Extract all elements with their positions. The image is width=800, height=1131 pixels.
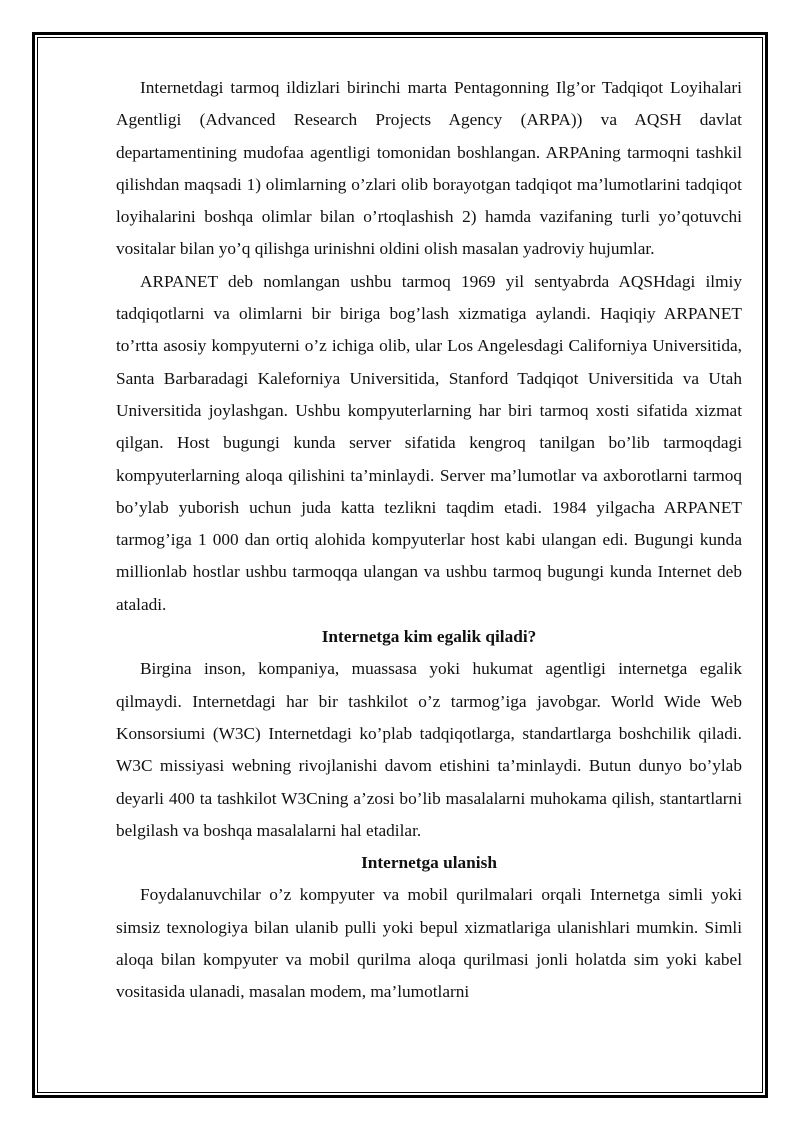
paragraph-arpanet: ARPANET deb nomlangan ushbu tarmoq 1969 yil sentyabrda AQSHdagi ilmiy tadqiqotlarni va olimlarni bir biriga bog’lash xizmatiga aylandi. Haqiqiy ARPANET to’rtta asosiy kompyuterni o’z ichiga olib, ular Los Angelesdagi Californiya Universitida, Santa Barbaradagi Kaleforniya Universitida, Stanford Tadqiqot Universitida va Utah Universitida joylashgan. Ushbu kompyuterlarning har biri tarmoq xosti sifatida xizmat qilgan. Host bugungi kunda server sifatida kengroq tanilgan bo’lib tarmoqdagi kompyuterlarning aloqa qilishini ta’minlaydi. Server ma’lumotlar va axborotlarni tarmoq bo’ylab yuborish uchun juda katta tezlikni taqdim etadi. 1984 yilgacha ARPANET tarmog’iga 1 000 dan ortiq alohida kompyuterlar host kabi ulangan edi. Bugungi kunda millionlab hostlar ushbu tarmoqqa ulangan va ushbu tarmoq bugungi kunda Internet deb ataladi. [116, 271, 742, 614]
document-body [116, 72, 742, 1009]
paragraph-arpa-origins: Internetdagi tarmoq ildizlari birinchi marta Pentagonning Ilg’or Tadqiqot Loyihalari Agentligi (Advanced Research Projects Agency (ARPA)) va AQSH davlat departamentining mudofaa agentligi tomonidan boshlangan. ARPAning tarmoqni tashkil qilishdan maqsadi 1) olimlarning o’zlari olib borayotgan tadqiqot ma’lumotlarini tadqiqot loyihalarini boshqa olimlar bilan o’rtoqlashish 2) hamda vazifaning turli yo’qotuvchi vositalar bilan yo’q qilishga urinishni oldini olish masalan yadroviy hujumlar. [116, 78, 742, 259]
paragraph-internet-ownership: Birgina inson, kompaniya, muassasa yoki hukumat agentligi internetga egalik qilmaydi. Internetdagi har bir tashkilot o’z tarmog’iga javobgar. World Wide Web Konsorsiumi (W3C) Internetdagi ko’plab tadqiqotlarga, standartlarga boshchilik qiladi. W3C missiyasi webning rivojlanishi davom etishini ta’minlaydi. Butun dunyo bo’ylab deyarli 400 ta tashkilot W3Cning a’zosi bo’lib masalalarni muhokama qilish, stantartlarni belgilash va boshqa masalalarni hal etadilar. [116, 659, 742, 840]
heading-internet-ownership: Internetga kim egalik qiladi? [321, 627, 537, 647]
paragraph-internet-connection: Foydalanuvchilar o’z kompyuter va mobil qurilmalari orqali Internetga simli yoki simsiz texnologiya bilan ulanib pulli yoki bepul xizmatlariga ulanishlari mumkin. Simli aloqa bilan kompyuter va mobil qurilma aloqa qurilmasi jonli holatda sim yoki kabel vositasida ulanadi, masalan modem, ma’lumotlarni [116, 885, 742, 1002]
heading-internet-connection: Internetga ulanish [361, 853, 497, 873]
